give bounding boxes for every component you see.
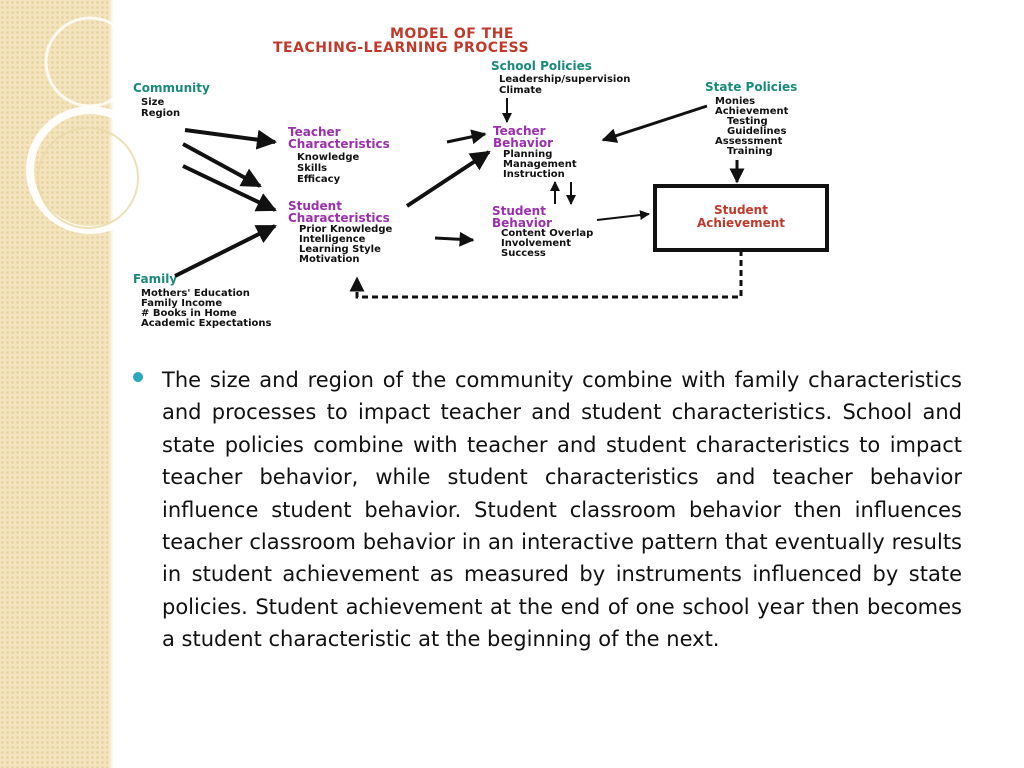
student-characteristics-item: Intelligence — [299, 234, 366, 245]
teacher-behavior-heading: Behavior — [493, 136, 554, 150]
teacher-behavior-item: Instruction — [503, 169, 565, 180]
community-item: Region — [141, 108, 181, 119]
body-paragraph: The size and region of the community combine with family characteristics and processes to impact teacher and student characteristics. School and state policies combine with teacher and student characteristics to impact teacher behavior, while student characteristics and teacher behavior influence student behavior. Student classroom behavior then influences teacher classroom behavior in an interactive pattern that eventually results in student achievement as measured by instruments influenced by state policies. Student achievement at the end of one school year then becomes a student characteristic at the beginning of the next. — [162, 368, 962, 652]
family-heading: Family — [133, 272, 178, 286]
family-item: # Books in Home — [141, 308, 237, 319]
community-item: Size — [141, 97, 165, 108]
teacher-behavior-heading: Teacher — [493, 124, 546, 138]
family-item: Mothers' Education — [141, 288, 250, 299]
teacher-characteristics-item: Skills — [297, 163, 328, 174]
arrow-family-to-teacher-char — [183, 166, 275, 210]
teacher-behavior-item: Management — [503, 159, 577, 170]
state-policies-heading: State Policies — [705, 80, 798, 94]
student-behavior-heading: Behavior — [492, 216, 553, 230]
arrow-student-behavior-to-achievement — [597, 214, 649, 220]
school-policies-heading: School Policies — [491, 59, 592, 73]
student-characteristics-heading: Student — [288, 199, 342, 213]
state-policies-item: Monies — [715, 96, 756, 107]
state-policies-item: Testing — [727, 116, 768, 127]
teacher-characteristics-heading: Characteristics — [288, 137, 390, 151]
student-characteristics-item: Motivation — [299, 254, 360, 265]
teacher-characteristics-item: Efficacy — [297, 174, 341, 185]
student-behavior-item: Content Overlap — [501, 228, 594, 239]
feedback-dashed-line — [357, 250, 741, 297]
arrow-community-to-teacher-char — [185, 130, 275, 142]
student-achievement-label: Achievement — [696, 216, 786, 230]
arrow-teacher-char-to-teacher-behavior — [447, 134, 485, 142]
bullet-dot — [133, 372, 143, 382]
school-policies-item: Leadership/supervision — [499, 74, 631, 85]
student-behavior-heading: Student — [492, 204, 546, 218]
state-policies-item: Guidelines — [727, 126, 787, 137]
arrow-state-policies-to-teacher-behavior — [603, 106, 707, 140]
teaching-learning-diagram — [125, 14, 845, 334]
teacher-behavior-item: Planning — [503, 149, 553, 160]
teacher-characteristics-item: Knowledge — [297, 152, 360, 163]
student-characteristics-item: Prior Knowledge — [299, 224, 393, 235]
student-behavior-item: Success — [501, 248, 546, 259]
deco-ring-inner — [38, 128, 138, 228]
arrow-family-to-student-char — [175, 226, 275, 276]
state-policies-item: Training — [727, 146, 773, 157]
family-item: Academic Expectations — [141, 318, 272, 329]
deco-ring-top — [46, 18, 134, 106]
arrow-student-char-to-teacher-behavior — [407, 152, 489, 206]
student-characteristics-heading: Characteristics — [288, 211, 390, 225]
arrow-community-to-student-char — [183, 144, 260, 186]
family-item: Family Income — [141, 298, 223, 309]
community-heading: Community — [133, 81, 210, 95]
diagram-title-line1: MODEL OF THE — [390, 26, 514, 42]
student-achievement-label: Student — [714, 203, 768, 217]
student-characteristics-item: Learning Style — [299, 244, 381, 255]
student-behavior-item: Involvement — [501, 238, 572, 249]
state-policies-item: Achievement — [715, 106, 789, 117]
diagram-title-line2: TEACHING-LEARNING PROCESS — [273, 40, 530, 56]
school-policies-item: Climate — [499, 85, 542, 96]
state-policies-item: Assessment — [715, 136, 783, 147]
arrow-student-char-to-student-behavior — [435, 238, 473, 240]
teacher-characteristics-heading: Teacher — [288, 125, 341, 139]
